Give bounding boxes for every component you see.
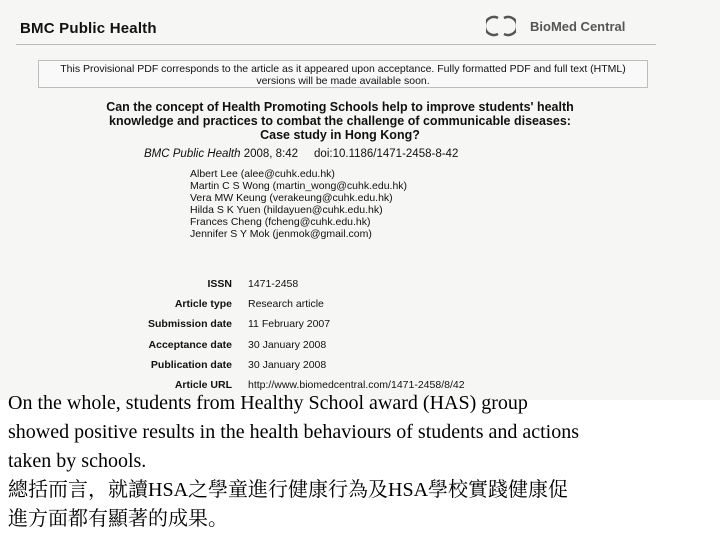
journal-name: BMC Public Health bbox=[20, 20, 157, 37]
meta-value: 30 January 2008 bbox=[248, 338, 327, 351]
title-line: Can the concept of Health Promoting Schools help to improve students' health bbox=[106, 100, 574, 114]
meta-row-publication-date bbox=[120, 359, 465, 379]
meta-value: 11 February 2007 bbox=[248, 318, 331, 331]
author: Frances Cheng (fcheng@cuhk.edu.hk) bbox=[190, 216, 371, 228]
header-divider bbox=[16, 44, 656, 45]
meta-key: Article type bbox=[174, 298, 232, 311]
author: Hilda S K Yuen (hildayuen@cuhk.edu.hk) bbox=[190, 204, 383, 216]
author: Jennifer S Y Mok (jenmok@gmail.com) bbox=[190, 228, 372, 240]
meta-row-acceptance-date bbox=[120, 339, 465, 359]
author: Martin C S Wong (martin_wong@cuhk.edu.hk) bbox=[190, 180, 408, 192]
citation bbox=[144, 148, 458, 160]
title-line: knowledge and practices to combat the challenge of communicable diseases: bbox=[109, 114, 571, 128]
meta-value: 1471-2458 bbox=[248, 278, 299, 290]
citation-details: 2008, 8:42 doi:10.1186/1471-2458-8-42 bbox=[240, 148, 459, 160]
publisher-name: BioMed Central bbox=[530, 18, 626, 34]
meta-key: ISSN bbox=[207, 278, 232, 290]
article-url-link[interactable]: http://www.biomedcentral.com/1471-2458/8/42 bbox=[248, 378, 465, 391]
meta-key: Article URL bbox=[174, 378, 232, 391]
meta-key: Acceptance date bbox=[148, 338, 232, 351]
author: Vera MW Keung (verakeung@cuhk.edu.hk) bbox=[190, 192, 393, 204]
citation-journal: BMC Public Health bbox=[144, 148, 241, 160]
meta-key: Submission date bbox=[147, 318, 232, 331]
meta-value: Research article bbox=[248, 298, 324, 311]
meta-key: Publication date bbox=[150, 358, 232, 371]
article-metadata bbox=[120, 278, 465, 399]
publisher-logo bbox=[486, 15, 625, 37]
meta-row-issn bbox=[120, 278, 465, 298]
meta-row-article-type bbox=[120, 298, 465, 318]
meta-row-submission-date bbox=[120, 318, 465, 338]
slide-caption bbox=[8, 389, 712, 534]
author-list bbox=[190, 168, 407, 240]
caption-line: 總括而言，就讀HSA之學童進行健康行為及HSA學校實踐健康促 bbox=[8, 479, 569, 501]
author: Albert Lee (alee@cuhk.edu.hk) bbox=[190, 168, 335, 180]
caption-line: showed positive results in the health behaviours of students and actions bbox=[8, 421, 580, 443]
caption-line: On the whole, students from Healthy School award (HAS) group bbox=[8, 392, 528, 414]
caption-line: taken by schools. bbox=[8, 450, 147, 472]
meta-value: 30 January 2008 bbox=[248, 358, 327, 371]
article-title bbox=[30, 100, 650, 142]
biomed-central-logo-icon bbox=[486, 15, 516, 37]
provisional-notice: This Provisional PDF corresponds to the article as it appeared upon acceptance. Fully formatted PDF and full text (HTML) versions will be made available soon. bbox=[38, 60, 648, 88]
title-line: Case study in Hong Kong? bbox=[260, 128, 420, 142]
caption-line: 進方面都有顯著的成果。 bbox=[8, 508, 228, 530]
